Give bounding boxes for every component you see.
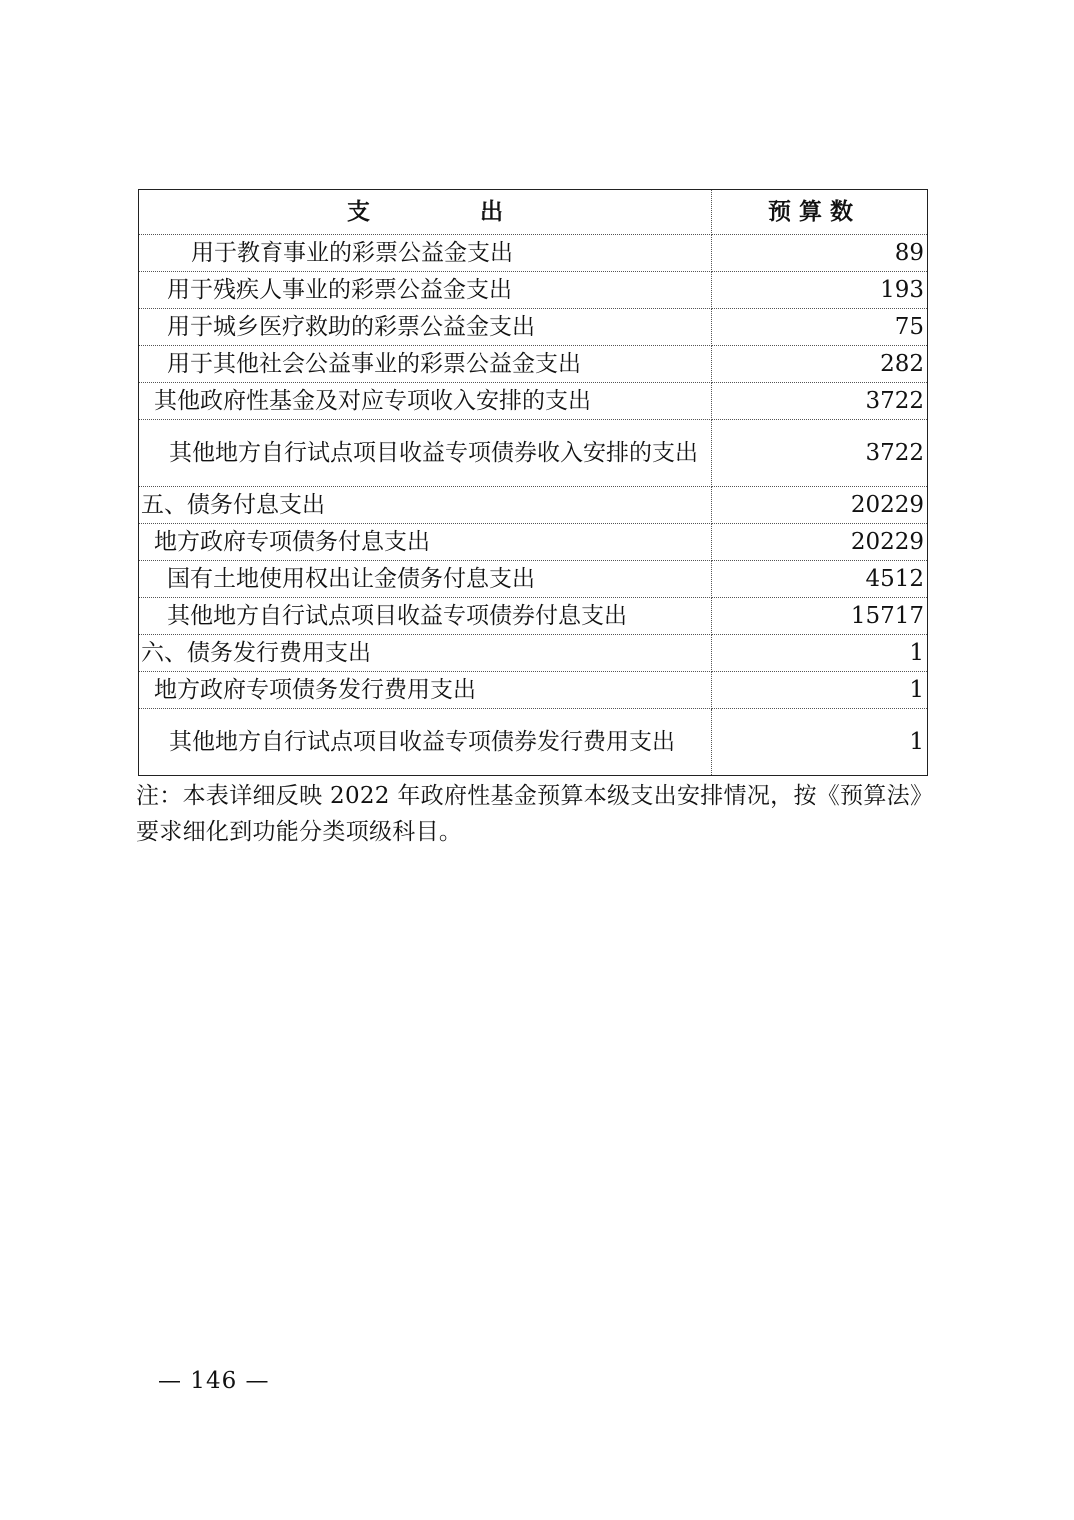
header-budget-amount: 预算数 bbox=[712, 190, 928, 235]
row-value: 20229 bbox=[712, 524, 928, 561]
table-row bbox=[139, 346, 928, 383]
row-name: 六、债务发行费用支出 bbox=[139, 635, 712, 672]
table-row bbox=[139, 672, 928, 709]
row-value: 193 bbox=[712, 272, 928, 309]
table-row bbox=[139, 524, 928, 561]
row-value: 1 bbox=[712, 672, 928, 709]
budget-table-container bbox=[138, 189, 927, 776]
row-value: 20229 bbox=[712, 487, 928, 524]
table-row bbox=[139, 487, 928, 524]
row-name: 其他地方自行试点项目收益专项债券付息支出 bbox=[139, 598, 712, 635]
row-value: 89 bbox=[712, 235, 928, 272]
row-name: 用于其他社会公益事业的彩票公益金支出 bbox=[139, 346, 712, 383]
table-row bbox=[139, 235, 928, 272]
row-name: 地方政府专项债务发行费用支出 bbox=[139, 672, 712, 709]
row-value: 1 bbox=[712, 709, 928, 776]
table-row bbox=[139, 309, 928, 346]
table-row bbox=[139, 561, 928, 598]
header-expenditure-left: 支 bbox=[347, 199, 370, 225]
budget-expenditure-table bbox=[138, 189, 928, 776]
row-value: 3722 bbox=[712, 383, 928, 420]
table-row bbox=[139, 598, 928, 635]
row-value: 3722 bbox=[712, 420, 928, 487]
table-row bbox=[139, 383, 928, 420]
row-value: 4512 bbox=[712, 561, 928, 598]
row-name: 国有土地使用权出让金债务付息支出 bbox=[139, 561, 712, 598]
header-expenditure-right: 出 bbox=[480, 199, 503, 225]
row-name: 用于教育事业的彩票公益金支出 bbox=[139, 235, 712, 272]
page-number: — 146 — bbox=[158, 1368, 270, 1394]
table-row bbox=[139, 709, 928, 776]
table-row bbox=[139, 635, 928, 672]
row-value: 15717 bbox=[712, 598, 928, 635]
table-row bbox=[139, 272, 928, 309]
table-header-row bbox=[139, 190, 928, 235]
row-name: 其他地方自行试点项目收益专项债券收入安排的支出 bbox=[139, 420, 712, 487]
table-row bbox=[139, 420, 928, 487]
row-name: 其他政府性基金及对应专项收入安排的支出 bbox=[139, 383, 712, 420]
row-name: 地方政府专项债务付息支出 bbox=[139, 524, 712, 561]
row-value: 282 bbox=[712, 346, 928, 383]
table-footnote: 注：本表详细反映 2022 年政府性基金预算本级支出安排情况，按《预算法》要求细化到功能分类项级科目。 bbox=[136, 783, 922, 845]
row-name: 用于残疾人事业的彩票公益金支出 bbox=[139, 272, 712, 309]
row-name: 用于城乡医疗救助的彩票公益金支出 bbox=[139, 309, 712, 346]
row-name: 五、债务付息支出 bbox=[139, 487, 712, 524]
row-value: 75 bbox=[712, 309, 928, 346]
row-name: 其他地方自行试点项目收益专项债券发行费用支出 bbox=[139, 709, 712, 776]
header-expenditure bbox=[139, 190, 712, 235]
row-value: 1 bbox=[712, 635, 928, 672]
